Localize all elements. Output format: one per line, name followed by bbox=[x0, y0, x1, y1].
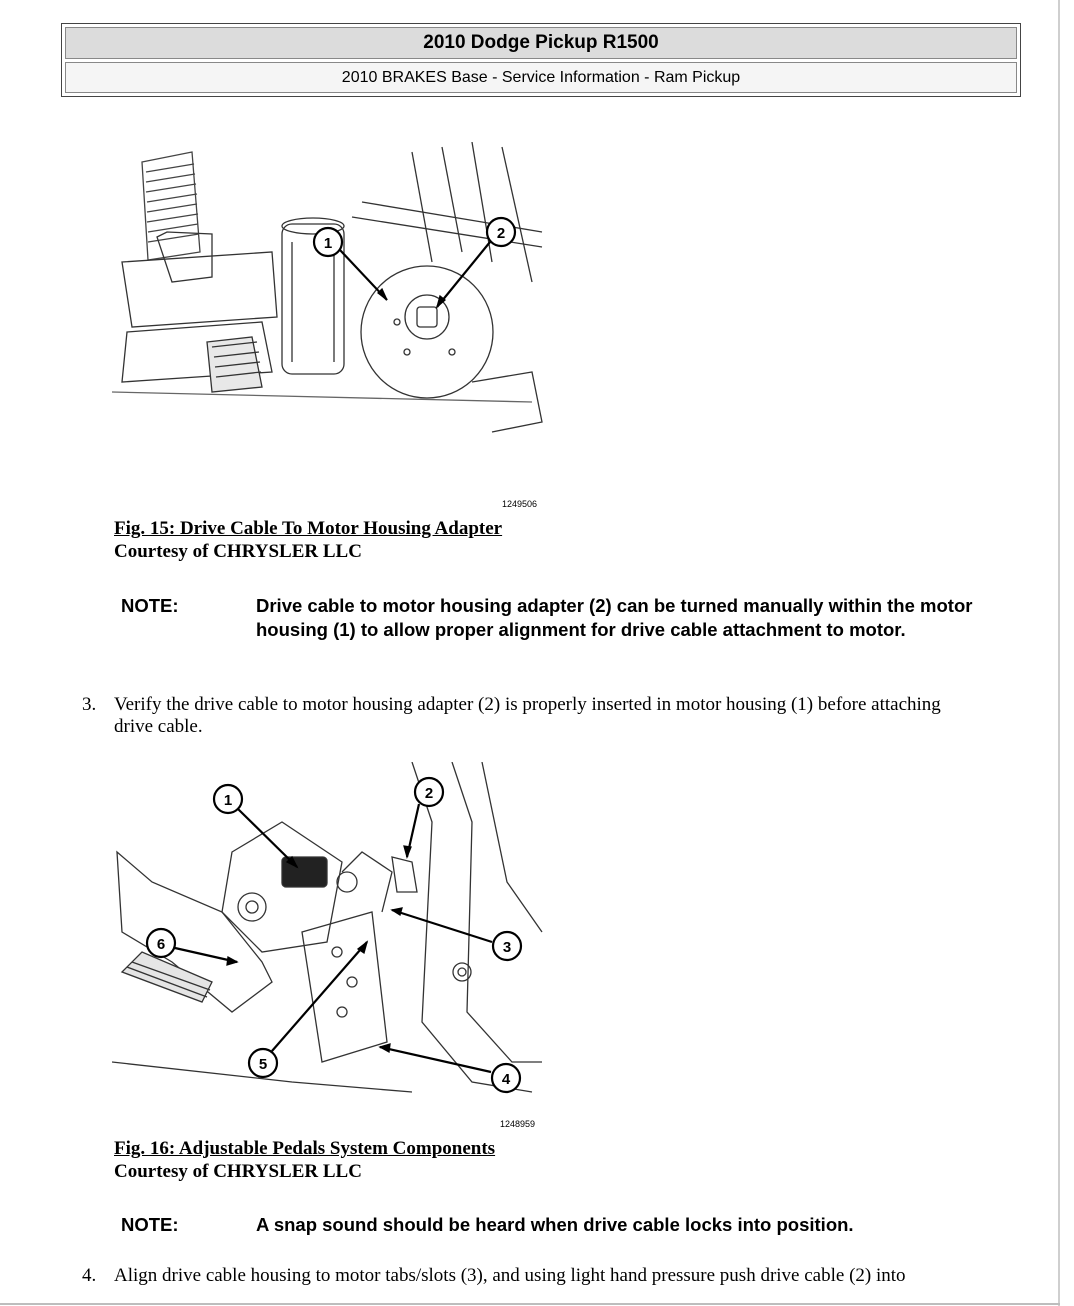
figure-16-caption bbox=[114, 1137, 495, 1183]
figure-16-image-id: 1248959 bbox=[500, 1119, 536, 1129]
note-2-label: NOTE: bbox=[121, 1214, 179, 1235]
section-subtitle: 2010 BRAKES Base - Service Information - Ram Pickup bbox=[65, 62, 1017, 93]
callout-2: 2 bbox=[496, 225, 506, 242]
figure-15-courtesy: Courtesy of CHRYSLER LLC bbox=[114, 541, 362, 562]
page-edge-bottom bbox=[0, 1303, 1060, 1305]
figure-16-courtesy: Courtesy of CHRYSLER LLC bbox=[114, 1161, 362, 1182]
step-4-text: Align drive cable housing to motor tabs/slots (3), and using light hand pressure push drive cable (2) into bbox=[114, 1265, 906, 1286]
figure-16-caption-title[interactable]: Fig. 16: Adjustable Pedals System Components bbox=[114, 1138, 496, 1159]
callout-5: 5 bbox=[258, 1056, 268, 1073]
note-1 bbox=[121, 594, 1021, 666]
callout-4: 4 bbox=[501, 1071, 511, 1088]
page-edge bbox=[1058, 0, 1060, 1306]
note-2-text: A snap sound should be heard when drive cable locks into position. bbox=[256, 1214, 854, 1235]
vehicle-title: 2010 Dodge Pickup R1500 bbox=[65, 27, 1017, 59]
figure-16-illustration bbox=[112, 762, 548, 1128]
step-3-number: 3. bbox=[82, 694, 97, 715]
figure-15-illustration bbox=[112, 142, 548, 514]
step-3 bbox=[82, 694, 982, 740]
step-3-text: Verify the drive cable to motor housing adapter (2) is properly inserted in motor housing (1) before attaching drive cable. bbox=[114, 694, 941, 737]
figure-15-caption-title[interactable]: Fig. 15: Drive Cable To Motor Housing Adapter bbox=[114, 518, 503, 539]
callout-3: 3 bbox=[502, 939, 512, 956]
callout-1: 1 bbox=[223, 792, 233, 809]
callout-1: 1 bbox=[323, 235, 333, 252]
step-4-number: 4. bbox=[82, 1265, 97, 1286]
figure-15-caption bbox=[114, 517, 502, 563]
note-2 bbox=[121, 1213, 1021, 1239]
note-1-text: Drive cable to motor housing adapter (2) can be turned manually within the motor housing (1) to allow proper alignment for drive cable attachment to motor. bbox=[256, 595, 973, 640]
callout-6: 6 bbox=[156, 936, 166, 953]
step-4 bbox=[82, 1265, 982, 1289]
pedal-grille bbox=[142, 152, 200, 260]
callout-2: 2 bbox=[424, 785, 434, 802]
note-1-label: NOTE: bbox=[121, 595, 179, 616]
figure-15-image-id: 1249506 bbox=[502, 499, 538, 509]
document-header bbox=[61, 23, 1021, 97]
